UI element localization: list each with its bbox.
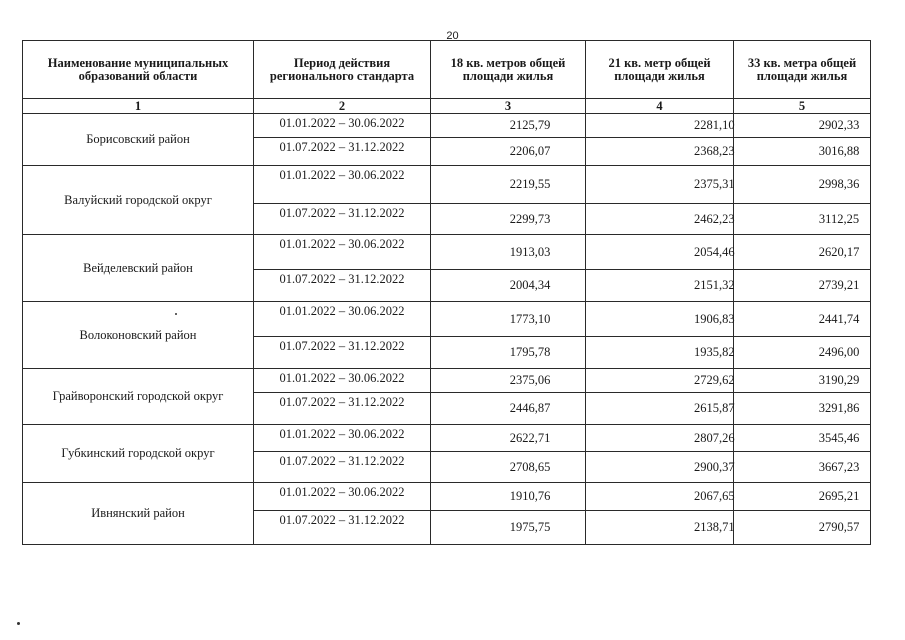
value-21-sqm: 2067,65 (586, 483, 734, 511)
table-row (23, 425, 871, 452)
value-18-sqm: 2125,79 (431, 114, 586, 138)
period-cell: 01.07.2022 – 31.12.2022 (254, 452, 431, 483)
period-cell: 01.07.2022 – 31.12.2022 (254, 204, 431, 235)
municipality-name: Вейделевский район (23, 235, 254, 302)
value-33-sqm: 3545,46 (734, 425, 871, 452)
value-21-sqm: 2729,62 (586, 369, 734, 393)
period-cell: 01.07.2022 – 31.12.2022 (254, 138, 431, 166)
period-cell: 01.01.2022 – 30.06.2022 (254, 166, 431, 204)
value-33-sqm: 2496,00 (734, 337, 871, 369)
scan-speck (175, 313, 177, 315)
period-cell: 01.01.2022 – 30.06.2022 (254, 235, 431, 270)
column-number: 4 (586, 99, 734, 114)
value-18-sqm: 2375,06 (431, 369, 586, 393)
period-cell: 01.01.2022 – 30.06.2022 (254, 369, 431, 393)
value-18-sqm: 2206,07 (431, 138, 586, 166)
value-33-sqm: 3190,29 (734, 369, 871, 393)
value-33-sqm: 3016,88 (734, 138, 871, 166)
municipality-name: Валуйский городской округ (23, 166, 254, 235)
value-33-sqm: 2902,33 (734, 114, 871, 138)
period-cell: 01.07.2022 – 31.12.2022 (254, 393, 431, 425)
value-21-sqm: 2900,37 (586, 452, 734, 483)
value-21-sqm: 2151,32 (586, 270, 734, 302)
value-18-sqm: 1773,10 (431, 302, 586, 337)
column-number-row (23, 99, 871, 114)
municipality-name: Волоконовский район (23, 302, 254, 369)
table-row (23, 302, 871, 337)
table-row (23, 235, 871, 270)
period-cell: 01.01.2022 – 30.06.2022 (254, 483, 431, 511)
column-number: 1 (23, 99, 254, 114)
value-18-sqm: 1913,03 (431, 235, 586, 270)
period-cell: 01.01.2022 – 30.06.2022 (254, 302, 431, 337)
scan-speck (17, 622, 20, 625)
column-number: 5 (734, 99, 871, 114)
value-21-sqm: 2138,71 (586, 511, 734, 545)
header-21-sqm: 21 кв. метр общей площади жилья (586, 41, 734, 99)
value-18-sqm: 2708,65 (431, 452, 586, 483)
value-18-sqm: 2622,71 (431, 425, 586, 452)
period-cell: 01.01.2022 – 30.06.2022 (254, 114, 431, 138)
value-21-sqm: 2807,26 (586, 425, 734, 452)
value-33-sqm: 2441,74 (734, 302, 871, 337)
value-18-sqm: 2299,73 (431, 204, 586, 235)
municipality-name: Грайворонский городской округ (23, 369, 254, 425)
value-18-sqm: 2446,87 (431, 393, 586, 425)
header-period: Период действия регионального стандарта (254, 41, 431, 99)
period-cell: 01.07.2022 – 31.12.2022 (254, 511, 431, 545)
value-33-sqm: 2790,57 (734, 511, 871, 545)
period-cell: 01.07.2022 – 31.12.2022 (254, 337, 431, 369)
column-number: 3 (431, 99, 586, 114)
value-18-sqm: 2219,55 (431, 166, 586, 204)
value-18-sqm: 1795,78 (431, 337, 586, 369)
municipality-name: Ивнянский район (23, 483, 254, 545)
value-21-sqm: 2375,31 (586, 166, 734, 204)
value-21-sqm: 2281,10 (586, 114, 734, 138)
value-33-sqm: 2620,17 (734, 235, 871, 270)
value-21-sqm: 1935,82 (586, 337, 734, 369)
value-21-sqm: 2054,46 (586, 235, 734, 270)
value-18-sqm: 2004,34 (431, 270, 586, 302)
header-municipality: Наименование муниципальных образований области (23, 41, 254, 99)
value-33-sqm: 2998,36 (734, 166, 871, 204)
header-row (23, 41, 871, 99)
value-33-sqm: 2695,21 (734, 483, 871, 511)
table-row (23, 166, 871, 204)
period-cell: 01.07.2022 – 31.12.2022 (254, 270, 431, 302)
value-33-sqm: 3291,86 (734, 393, 871, 425)
housing-cost-table (22, 40, 871, 545)
header-18-sqm: 18 кв. метров общей площади жилья (431, 41, 586, 99)
value-21-sqm: 2462,23 (586, 204, 734, 235)
page-number: 20 (446, 30, 459, 42)
value-33-sqm: 3112,25 (734, 204, 871, 235)
value-33-sqm: 2739,21 (734, 270, 871, 302)
value-21-sqm: 2368,23 (586, 138, 734, 166)
column-number: 2 (254, 99, 431, 114)
value-21-sqm: 1906,83 (586, 302, 734, 337)
value-21-sqm: 2615,87 (586, 393, 734, 425)
value-18-sqm: 1975,75 (431, 511, 586, 545)
municipality-name: Борисовский район (23, 114, 254, 166)
value-33-sqm: 3667,23 (734, 452, 871, 483)
table-row (23, 369, 871, 393)
value-18-sqm: 1910,76 (431, 483, 586, 511)
header-33-sqm: 33 кв. метра общей площади жилья (734, 41, 871, 99)
municipality-name: Губкинский городской округ (23, 425, 254, 483)
period-cell: 01.01.2022 – 30.06.2022 (254, 425, 431, 452)
table-row (23, 114, 871, 138)
table-row (23, 483, 871, 511)
